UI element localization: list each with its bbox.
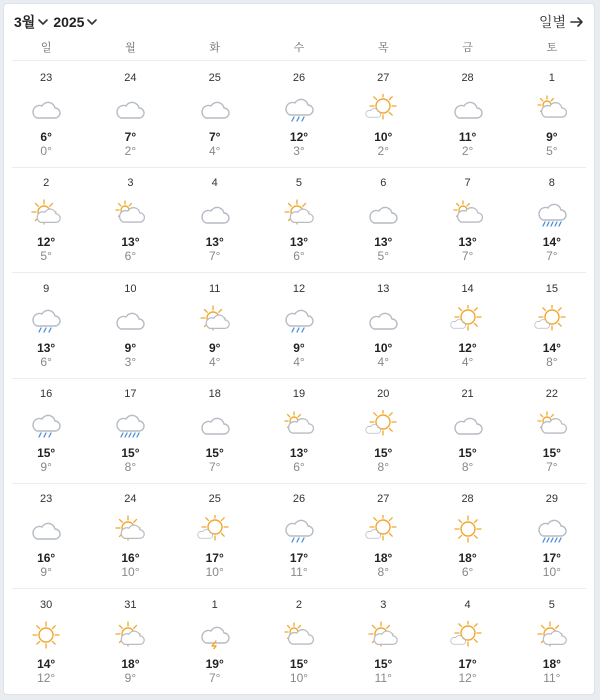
day-number: 4 xyxy=(464,598,471,611)
day-number: 5 xyxy=(548,598,555,611)
sun-icon xyxy=(28,621,64,649)
calendar-header xyxy=(14,10,584,34)
sun-cloud-icon xyxy=(365,621,401,649)
weekday-fri: 금 xyxy=(462,42,473,54)
low-temp: 3° xyxy=(293,144,305,158)
partly-cloudy-icon xyxy=(281,621,317,649)
high-temp: 12° xyxy=(458,340,477,355)
high-temp: 9° xyxy=(208,340,221,355)
low-temp: 5° xyxy=(40,249,52,264)
high-temp: 17° xyxy=(289,551,309,566)
sun-cloud-icon xyxy=(112,515,148,543)
sun-small-cloud-icon xyxy=(534,305,570,333)
day-number: 12 xyxy=(292,282,306,295)
day-cell[interactable] xyxy=(257,378,341,483)
low-temp: 10° xyxy=(205,565,224,580)
low-temp: 8° xyxy=(124,460,137,474)
weekday-wed: 수 xyxy=(293,42,305,54)
cloud-icon xyxy=(450,410,486,438)
low-temp: 12° xyxy=(37,670,56,685)
low-temp: 9° xyxy=(124,670,137,685)
year-label: 2025 xyxy=(53,14,85,30)
day-number: 23 xyxy=(40,493,53,506)
day-cell[interactable] xyxy=(88,589,172,694)
weekday-mon: 월 xyxy=(125,42,136,54)
day-number: 11 xyxy=(208,282,221,295)
low-temp: 8° xyxy=(377,565,390,580)
day-cell[interactable] xyxy=(88,167,172,272)
high-temp: 15° xyxy=(542,446,561,460)
sun-cloud-icon xyxy=(112,621,148,649)
high-temp: 18° xyxy=(542,656,561,671)
high-temp: 13° xyxy=(289,446,309,460)
day-cell[interactable] xyxy=(88,378,172,483)
low-temp: 9° xyxy=(40,460,52,474)
low-temp: 2° xyxy=(377,144,390,158)
cloud-icon xyxy=(197,94,233,122)
weekday-sun: 일 xyxy=(40,42,52,54)
day-number: 7 xyxy=(464,177,471,190)
day-number: 13 xyxy=(377,282,390,295)
day-number: 18 xyxy=(208,388,221,400)
high-temp: 14° xyxy=(37,656,56,671)
low-temp: 6° xyxy=(124,249,137,264)
day-cell[interactable] xyxy=(425,62,509,167)
daily-view-label: 일별 xyxy=(538,14,566,30)
day-cell[interactable] xyxy=(257,167,341,272)
day-number: 4 xyxy=(211,177,218,190)
day-cell[interactable] xyxy=(510,378,594,483)
day-cell[interactable] xyxy=(341,378,425,483)
cloud-icon xyxy=(112,94,148,122)
sun-small-cloud-icon xyxy=(450,621,486,649)
day-number: 15 xyxy=(545,282,558,295)
cloud-rain-heavy-icon xyxy=(534,515,570,543)
day-cell[interactable] xyxy=(425,273,509,378)
low-temp: 8° xyxy=(377,460,390,474)
high-temp: 15° xyxy=(37,446,56,460)
day-number: 3 xyxy=(127,177,134,190)
day-cell[interactable] xyxy=(4,62,88,167)
low-temp: 9° xyxy=(40,565,52,580)
low-temp: 6° xyxy=(293,249,305,264)
low-temp: 5° xyxy=(546,144,558,158)
day-cell[interactable] xyxy=(173,273,257,378)
high-temp: 15° xyxy=(121,446,140,460)
partly-cloudy-icon xyxy=(534,410,570,438)
high-temp: 15° xyxy=(374,656,393,671)
day-number: 28 xyxy=(461,72,474,84)
day-number: 28 xyxy=(461,493,474,506)
day-number: 29 xyxy=(545,493,558,506)
day-cell[interactable] xyxy=(510,62,594,167)
high-temp: 17° xyxy=(458,656,477,671)
cloud-rain-icon xyxy=(281,305,317,333)
day-cell[interactable] xyxy=(341,62,425,167)
partly-cloudy-icon xyxy=(534,94,570,122)
day-cell[interactable] xyxy=(341,483,425,588)
low-temp: 7° xyxy=(208,460,221,474)
low-temp: 4° xyxy=(293,354,305,369)
low-temp: 12° xyxy=(458,670,477,685)
low-temp: 7° xyxy=(208,670,221,685)
cloud-rain-icon xyxy=(28,410,64,438)
day-number: 1 xyxy=(211,598,218,611)
day-cell[interactable] xyxy=(173,167,257,272)
low-temp: 8° xyxy=(546,354,558,369)
day-number: 19 xyxy=(292,388,306,400)
sun-cloud-icon xyxy=(28,199,64,227)
chevron-down-icon xyxy=(86,16,98,28)
high-temp: 15° xyxy=(289,656,309,671)
day-cell[interactable] xyxy=(510,167,594,272)
cloud-rain-heavy-icon xyxy=(112,410,148,438)
arrow-right-icon xyxy=(570,15,584,29)
year-selector[interactable] xyxy=(53,14,98,30)
day-number: 23 xyxy=(40,72,53,84)
low-temp: 5° xyxy=(377,249,390,264)
day-number: 5 xyxy=(295,177,303,190)
day-number: 9 xyxy=(43,282,50,295)
sun-small-cloud-icon xyxy=(197,515,233,543)
day-cell[interactable] xyxy=(341,273,425,378)
high-temp: 18° xyxy=(458,551,477,566)
day-number: 27 xyxy=(377,72,390,84)
high-temp: 14° xyxy=(542,235,561,250)
low-temp: 7° xyxy=(546,249,558,264)
day-cell[interactable] xyxy=(425,483,509,588)
sun-cloud-icon xyxy=(534,621,570,649)
low-temp: 8° xyxy=(461,460,474,474)
partly-cloudy-icon xyxy=(112,199,148,227)
weekday-header-row xyxy=(4,38,594,58)
low-temp: 3° xyxy=(124,354,137,369)
high-temp: 17° xyxy=(205,551,224,566)
low-temp: 6° xyxy=(293,460,305,474)
day-number: 26 xyxy=(292,493,306,506)
daily-view-link[interactable] xyxy=(539,12,584,32)
day-cell[interactable] xyxy=(257,589,341,694)
day-cell[interactable] xyxy=(341,589,425,694)
sun-icon xyxy=(450,515,486,543)
day-cell[interactable] xyxy=(425,589,509,694)
day-cell[interactable] xyxy=(4,273,88,378)
month-year-selectors xyxy=(14,12,98,32)
cloud-icon xyxy=(197,410,233,438)
high-temp: 15° xyxy=(458,446,477,460)
day-number: 21 xyxy=(461,388,474,400)
weekday-tue: 화 xyxy=(209,42,221,54)
cloud-rain-heavy-icon xyxy=(534,199,570,227)
day-number: 30 xyxy=(40,598,53,611)
low-temp: 4° xyxy=(208,354,221,369)
day-cell[interactable] xyxy=(257,62,341,167)
high-temp: 13° xyxy=(458,235,477,250)
day-cell[interactable] xyxy=(173,483,257,588)
high-temp: 19° xyxy=(205,656,224,671)
calendar-grid xyxy=(4,62,594,694)
high-temp: 9° xyxy=(124,340,137,355)
day-cell[interactable] xyxy=(257,273,341,378)
day-number: 16 xyxy=(40,388,53,400)
day-cell[interactable] xyxy=(510,273,594,378)
low-temp: 2° xyxy=(461,144,474,158)
sun-small-cloud-icon xyxy=(450,305,486,333)
day-number: 22 xyxy=(545,388,558,400)
weekday-sat: 토 xyxy=(546,42,558,54)
low-temp: 2° xyxy=(124,144,137,158)
day-number: 27 xyxy=(377,493,390,506)
divider xyxy=(12,60,586,61)
low-temp: 10° xyxy=(289,670,309,685)
sun-cloud-icon xyxy=(281,199,317,227)
high-temp: 15° xyxy=(205,446,224,460)
high-temp: 13° xyxy=(121,235,140,250)
high-temp: 13° xyxy=(37,340,56,355)
day-cell[interactable] xyxy=(4,483,88,588)
high-temp: 9° xyxy=(546,130,558,144)
high-temp: 13° xyxy=(289,235,309,250)
day-cell[interactable] xyxy=(510,483,594,588)
low-temp: 6° xyxy=(40,354,52,369)
day-cell[interactable] xyxy=(341,167,425,272)
day-number: 2 xyxy=(43,177,50,190)
high-temp: 9° xyxy=(293,340,305,355)
high-temp: 16° xyxy=(37,551,56,566)
high-temp: 10° xyxy=(374,340,393,355)
day-number: 8 xyxy=(548,177,555,190)
partly-cloudy-icon xyxy=(450,199,486,227)
high-temp: 16° xyxy=(121,551,140,566)
high-temp: 10° xyxy=(374,130,393,144)
day-number: 10 xyxy=(124,282,137,295)
low-temp: 7° xyxy=(461,249,474,264)
cloud-icon xyxy=(28,515,64,543)
day-number: 31 xyxy=(124,598,137,611)
sun-small-cloud-icon xyxy=(365,410,401,438)
high-temp: 18° xyxy=(121,656,140,671)
day-number: 25 xyxy=(208,72,221,84)
high-temp: 12° xyxy=(289,130,309,144)
low-temp: 11° xyxy=(543,670,561,685)
cloud-rain-icon xyxy=(281,94,317,122)
day-number: 1 xyxy=(548,72,555,84)
day-cell[interactable] xyxy=(257,483,341,588)
high-temp: 18° xyxy=(374,551,393,566)
day-number: 3 xyxy=(380,598,387,611)
day-number: 24 xyxy=(124,72,137,84)
cloud-rain-icon xyxy=(281,515,317,543)
low-temp: 4° xyxy=(461,354,474,369)
day-cell[interactable] xyxy=(425,167,509,272)
day-cell[interactable] xyxy=(510,589,594,694)
high-temp: 17° xyxy=(542,551,561,566)
high-temp: 6° xyxy=(40,130,52,144)
day-cell[interactable] xyxy=(425,378,509,483)
high-temp: 13° xyxy=(205,235,224,250)
day-cell[interactable] xyxy=(173,62,257,167)
high-temp: 14° xyxy=(542,340,561,355)
low-temp: 0° xyxy=(40,144,52,158)
cloud-icon xyxy=(28,94,64,122)
day-cell[interactable] xyxy=(4,589,88,694)
high-temp: 13° xyxy=(374,235,393,250)
cloud-lightning-icon xyxy=(197,621,233,649)
cloud-icon xyxy=(365,199,401,227)
day-cell[interactable] xyxy=(173,378,257,483)
low-temp: 4° xyxy=(377,354,390,369)
day-number: 25 xyxy=(208,493,221,506)
low-temp: 11° xyxy=(374,670,392,685)
cloud-rain-icon xyxy=(28,305,64,333)
day-cell[interactable] xyxy=(173,589,257,694)
cloud-icon xyxy=(450,94,486,122)
sun-small-cloud-icon xyxy=(365,515,401,543)
day-number: 6 xyxy=(380,177,387,190)
day-number: 17 xyxy=(124,388,137,400)
day-number: 14 xyxy=(461,282,474,295)
day-number: 26 xyxy=(292,72,306,84)
low-temp: 10° xyxy=(542,565,561,580)
low-temp: 4° xyxy=(208,144,221,158)
chevron-down-icon xyxy=(37,16,49,28)
low-temp: 10° xyxy=(121,565,140,580)
day-cell[interactable] xyxy=(4,378,88,483)
low-temp: 7° xyxy=(208,249,221,264)
day-number: 2 xyxy=(295,598,303,611)
high-temp: 11° xyxy=(458,130,477,144)
cloud-icon xyxy=(365,305,401,333)
day-cell[interactable] xyxy=(4,167,88,272)
day-cell[interactable] xyxy=(88,273,172,378)
low-temp: 6° xyxy=(461,565,474,580)
month-label: 3월 xyxy=(14,14,36,30)
weekday-thu: 목 xyxy=(377,42,389,54)
low-temp: 11° xyxy=(290,565,308,580)
month-selector[interactable] xyxy=(14,12,49,32)
day-number: 20 xyxy=(377,388,390,400)
partly-cloudy-icon xyxy=(281,410,317,438)
day-number: 24 xyxy=(124,493,137,506)
day-cell[interactable] xyxy=(88,62,172,167)
weather-calendar-card xyxy=(3,3,595,695)
cloud-icon xyxy=(112,305,148,333)
high-temp: 12° xyxy=(37,235,56,250)
day-cell[interactable] xyxy=(88,483,172,588)
high-temp: 7° xyxy=(124,130,137,144)
low-temp: 7° xyxy=(546,460,558,474)
sun-cloud-icon xyxy=(197,305,233,333)
high-temp: 7° xyxy=(208,130,221,144)
cloud-icon xyxy=(197,199,233,227)
high-temp: 15° xyxy=(374,446,393,460)
sun-small-cloud-icon xyxy=(365,94,401,122)
